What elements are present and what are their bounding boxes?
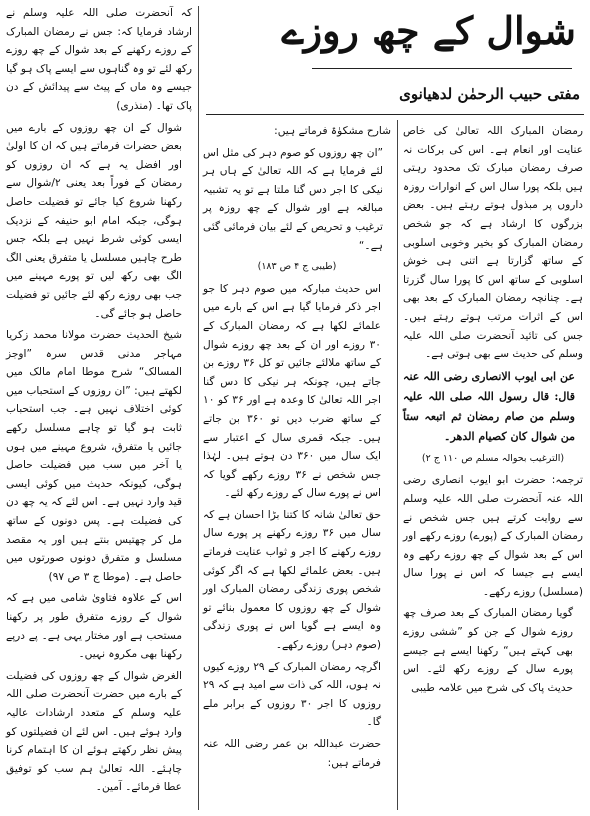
citation: (طیبی ج ۴ ص ۱۸۳) — [257, 261, 337, 273]
paragraph: اگرچہ رمضان المبارک کے ۲۹ روزے کیوں نہ ہوں، اللہ کی ذات سے امید ہے کہ ۲۹ روزوں کا اجر ۳۰ روزوں کے برابر ملے گا۔ — [203, 660, 381, 729]
paragraph: اس حدیث مبارکہ میں صوم دہر کا جو اجر ذکر فرمایا گیا ہے اس کے بارے میں علمائے لکھا ہے کہ رمضان المبارک کے ۳۰ روزے اور ان کے بعد چھ روزے شوال کے ساتھ ملالئے جائیں تو کل ۳۶ روزے بن جاتے ہیں، چونکہ ہر نیکی کا دس گنا اجر اللہ تعالیٰ کا وعدہ ہے اور ۳۶ کو ۱۰ کے ساتھ ضرب دیں تو ۳۶۰ بن جاتے ہیں۔ جبکہ قمری سال کے اعتبار سے ایک سال میں ۳۶۰ دن ہوتے ہیں۔ لہٰذا جس شخص نے ۳۶ روزے رکھے گویا کہ اس نے پورے سال کے روزے رکھ لئے۔ — [203, 282, 381, 500]
paragraph: شیخ الحدیث حضرت مولانا محمد زکریا مہاجر مدنی قدس سرہ ”اوجز المسالک“ شرح موطا امام مالک میں لکھتے ہیں: ”ان روزوں کے استحباب میں کوئی اختلاف نہیں ہے۔ جب استحباب ثابت ہو گیا تو چاہے مسلسل رکھے جائیں یا متفرق، شروع مہینے میں ہوں یا آخر میں سب میں فضیلت حاصل ہوگی، کیونکہ حدیث میں کوئی ایسی قید وارد نہیں ہے۔ اس لئے کہ یہ چھ دن کی فضیلت ہے۔ پس دونوں کے ساتھ مل کر چھتیس بنتے ہیں اور یہ مقصد مسلسل و متفرق دونوں صورتوں میں حاصل ہے۔ (موطا ج ۳ ص ۹۷) — [6, 329, 182, 583]
middle-column — [203, 122, 391, 775]
paragraph: الغرض شوال کے چھ روزوں کی فضیلت کے بارے میں حضرت آنحضرت صلی اللہ علیہ وسلم کے متعدد ارشادات عالیہ وارد ہوئے ہیں۔ اس لئے ان فضیلتوں کو پیش نظر رکھتے ہوئے ان کا اہتمام کرنا چاہئے۔ اللہ تعالیٰ ہم سب کو توفیق عطا فرمائے۔ آمین۔ — [6, 669, 182, 794]
column-divider-left — [198, 6, 199, 810]
paragraph: ترجمہ: حضرت ابو ایوب انصاری رضی اللہ عنہ آنحضرت صلی اللہ علیہ وسلم سے روایت کرتے ہیں جس شخص نے رمضان المبارک کے (پورے) روزے رکھے اور اس کے بعد شوال کے چھ روزے رکھے وہ ایسے ہے جیسا کہ اس نے پورا سال (مسلسل) روزے رکھے۔ — [403, 474, 583, 598]
left-column — [6, 4, 192, 800]
paragraph: کہ آنحضرت صلی اللہ علیہ وسلم نے ارشاد فرمایا کہ: جس نے رمضان المبارک کے روزے رکھنے کے بعد شوال کے چھ روزے رکھ لئے تو وہ گناہوں سے ایسے پاک ہو گیا جیسے وہ ماں کے پیٹ سے پیدائش کے دن پاک تھا۔ (منذری) — [6, 7, 192, 112]
paragraph: رمضان المبارک اللہ تعالیٰ کی خاص عنایت اور انعام ہے۔ اس کی برکات نہ صرف رمضان مبارک تک محدود رہتی ہیں بلکہ پورا سال اس کے انوارات روزہ داروں پر مبذول ہوتے رہتے ہیں۔ بعض بزرگوں کا ارشاد ہے کہ جو شخص رمضان المبارک کو بخیر وخوبی اسلوبی کے ساتھ گزارتا ہے اتنی ہی خوش اسلوبی کے ساتھ اس کا پورا سال گزرتا ہے۔ چنانچہ رمضان المبارک کے بعد بھی اس کے اثرات مرتب ہوتے رہتے ہیں۔ جس کی تائید آنحضرت صلی اللہ علیہ وسلم کی حدیث سے بھی ہوتی ہے۔ — [403, 125, 583, 361]
paragraph: حضرت عبداللہ بن عمر رضی اللہ عنہ فرماتے ہیں: — [203, 738, 381, 769]
paragraph: شارح مشکوٰۃ فرماتے ہیں: — [274, 125, 391, 137]
column-divider-right — [397, 120, 398, 810]
paragraph: حق تعالیٰ شانہ کا کتنا بڑا احسان ہے کہ سال میں ۳۶ روزے رکھنے پر پورے سال روزے رکھنے کا اجر و ثواب عنایت فرماتے ہیں۔ بعض علمائے لکھا ہے کہ اگر کوئی شخص پوری زندگی رمضان المبارک اور شوال کے چھ روزوں کا معمول بنائے تو وہ ایسے ہے گویا اس نے پوری زندگی (صوم دہر) روزے رکھے۔ — [203, 508, 381, 652]
paragraph: اس کے علاوہ فتاویٰ شامی میں ہے کہ شوال کے روزے متفرق طور پر رکھنا مستحب ہے اور مختار یہی ہے۔ پے درپے رکھنا بھی مکروہ نہیں۔ — [6, 592, 182, 661]
hadith-arabic: عن ابی ایوب الانصاری رضی اللہ عنہ قال: قال رسول اللہ صلی اللہ علیہ وسلم من صام رمضان ثم اتبعہ ستاً من شوال کان کصیام الدھر۔ — [403, 369, 575, 443]
paragraph: گویا رمضان المبارک کے بعد صرف چھ روزے شوال کے جن کو ”ششی روزے بھی کہتے ہیں“ رکھنا ایسے ہے جیسے پورے سال کے روزے رکھ لئے۔ اس حدیث پاک کی شرح میں علامہ طیبی — [403, 607, 573, 694]
citation: (الترغیب بحوالہ مسلم ص ۱۱۰ ج ۲) — [421, 452, 565, 464]
paragraph: شوال کے ان چھ روزوں کے بارے میں بعض حضرات فرماتے ہیں کہ ان کا اولیٰ اور افضل یہ ہے کہ ان روزوں کو رمضان کے فوراً بعد یعنی ۲/شوال سے رکھنا شروع کیا جائے تو فضیلت حاصل ہوگی، جبکہ امام ابو حنیفہ کے نزدیک ایسی کوئی شرط نہیں ہے بلکہ جس طرح چاہیں مسلسل یا متفرق یعنی الگ الگ بھی رکھ لیں تو پورے مہینے میں جب بھی روزے رکھ لئے جائیں تو فضیلت حاصل ہو جائے گی۔ — [6, 121, 182, 320]
author-byline: مفتی حبیب الرحمٰن لدھیانوی — [399, 85, 580, 103]
byline-rule — [206, 114, 584, 115]
right-column — [403, 122, 583, 700]
quotation: ”ان چھ روزوں کو صوم دہر کی مثل اس لئے فرمایا ہے کہ اللہ تعالیٰ کے ہاں ہر نیکی کا اجر دس گنا ملتا ہے تو یہ تشبیہ مبالغہ ہے اور شوال کے چھ روزہ پر ترغیب و تحریص کے لئے بیان فرمائی گئی ہے۔“ — [203, 146, 383, 252]
article-title: شوال کے چھ روزے — [281, 8, 576, 53]
title-underline — [312, 68, 572, 69]
